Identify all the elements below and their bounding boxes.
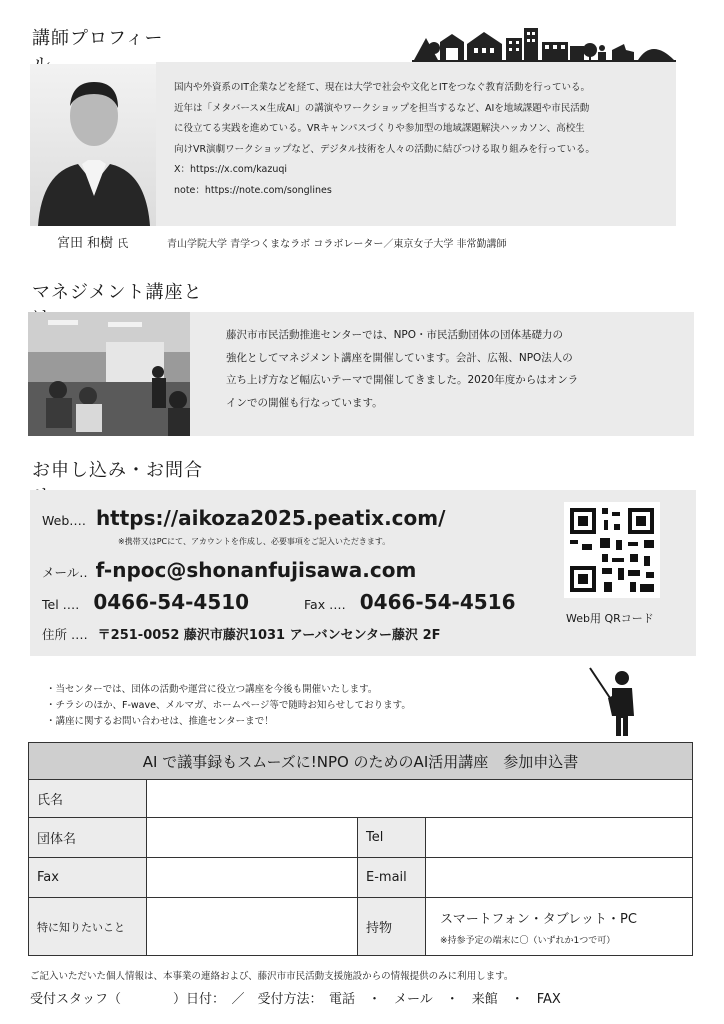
- items-note: ※持参予定の端末に〇（いずれか1つで可）: [440, 935, 616, 946]
- bio-note-link[interactable]: note：https://note.com/songlines: [174, 184, 332, 196]
- bio-line: 近年は「メタバース×生成AI」の講演やワークショップを担当するなど、AIを地域課題や市民活動: [174, 102, 590, 114]
- items-label: 持物: [358, 898, 426, 956]
- privacy-notice: ご記入いただいた個人情報は、本事業の連絡および、藤沢市市民活動支援施設からの情報提供のみに利用します。: [30, 971, 514, 982]
- staff-reception-line: 受付スタッフ（ ）日付： ／ 受付方法： 電話 ・ メール ・ 来館 ・ FAX: [30, 992, 561, 1007]
- profile-section-title: 講師プロフィー: [32, 24, 178, 80]
- interest-field[interactable]: [147, 898, 358, 956]
- management-line: インでの開催も行なっています。: [226, 396, 383, 409]
- bio-line: 向けVR演劇ワークショップなど、デジタル技術を人々の活動に結びつける取り組みを行っている。: [174, 143, 595, 155]
- management-line: 立ち上げ方など幅広いテーマで開催してきました。2020年度からはオンラ: [226, 374, 579, 386]
- fax-row: [304, 590, 516, 614]
- fax-label: Fax ‥‥: [304, 597, 346, 612]
- items-cell: [426, 898, 693, 956]
- mail-address-link[interactable]: f-npoc@shonanfujisawa.com: [95, 558, 417, 582]
- note-item: ・チラシのほか、F-wave、メルマガ、ホームページ等で随時お知らせしております。: [46, 700, 411, 711]
- management-description-box: [190, 312, 694, 436]
- name-label: 氏名: [29, 780, 147, 818]
- mail-label: メール‥: [42, 565, 88, 580]
- web-note: ※携帯又はPCにて、アカウントを作成し、必要事項をご記入いただきます。: [118, 537, 391, 546]
- qr-code[interactable]: [564, 502, 660, 598]
- interest-label: 特に知りたいこと: [29, 898, 147, 956]
- bio-x-link[interactable]: X：https://x.com/kazuqi: [174, 164, 288, 175]
- note-item: ・当センターでは、団体の活動や運営に役立つ講座を今後も開催いたします。: [46, 684, 378, 695]
- notes-list: [46, 682, 411, 730]
- fax-number: 0466-54-4516: [359, 590, 516, 614]
- seminar-photo: [28, 312, 190, 436]
- tel-row: [42, 590, 249, 614]
- address-value: 〒251-0052 藤沢市藤沢1031 アーバンセンター藤沢 2F: [97, 628, 441, 643]
- bio-line: 国内や外資系のIT企業などを経て、現在は大学で社会や文化とITをつなぐ教育活動を行っている。: [174, 82, 591, 93]
- form-title: AI で議事録もスムーズに!NPO のためのAI活用講座 参加申込書: [29, 743, 693, 780]
- lecturer-name-line: [57, 232, 128, 251]
- tel-field[interactable]: [426, 818, 693, 858]
- org-field[interactable]: [147, 818, 358, 858]
- tel-number[interactable]: 0466-54-4510: [93, 590, 250, 614]
- items-options[interactable]: スマートフォン・タブレット・PC: [440, 911, 637, 927]
- web-url-link[interactable]: https://aikoza2025.peatix.com/: [95, 506, 446, 530]
- tel-label: Tel ‥‥: [42, 597, 80, 612]
- tel-field-label: Tel: [358, 818, 426, 858]
- lecturer-affiliation: 青山学院大学 青学つくまなラボ コラボレーター／東京女子大学 非常勤講師: [167, 239, 507, 250]
- bio-line: に役立てる実践を進めている。VRキャンパスづくりや参加型の地域課題解決ハッカソン、高校生: [174, 123, 585, 134]
- name-field[interactable]: [147, 780, 693, 818]
- management-section-title: マネジメント講座と: [32, 278, 208, 334]
- contact-section-title: お申し込み・お問合: [32, 456, 210, 512]
- lecturer-photo: [30, 64, 158, 226]
- address-row: [42, 624, 441, 643]
- org-label: 団体名: [29, 818, 147, 858]
- fax-field-label: Fax: [29, 858, 147, 898]
- fax-field[interactable]: [147, 858, 358, 898]
- note-item: ・講座に関するお問い合わせは、推進センターまで！: [46, 716, 274, 727]
- management-line: 強化としてマネジメント講座を開催しています。会計、広報、NPO法人の: [226, 351, 573, 364]
- town-skyline-illustration: [412, 24, 676, 62]
- qr-caption: Web用 QRコード: [566, 612, 654, 625]
- email-field-label: E-mail: [358, 858, 426, 898]
- lecturer-honorific: 氏: [117, 237, 129, 250]
- web-label: Web‥‥: [42, 513, 86, 528]
- application-form: [28, 742, 693, 956]
- lecturer-pointer-icon: [586, 664, 642, 736]
- profile-bio-box: [156, 62, 676, 226]
- email-field[interactable]: [426, 858, 693, 898]
- web-row: [42, 506, 445, 530]
- mail-row: [42, 558, 416, 582]
- management-line: 藤沢市市民活動推進センターでは、NPO・市民活動団体の団体基礎力の: [226, 329, 564, 341]
- address-label: 住所 ‥‥: [42, 627, 88, 642]
- lecturer-name: 宮田 和樹: [57, 236, 114, 251]
